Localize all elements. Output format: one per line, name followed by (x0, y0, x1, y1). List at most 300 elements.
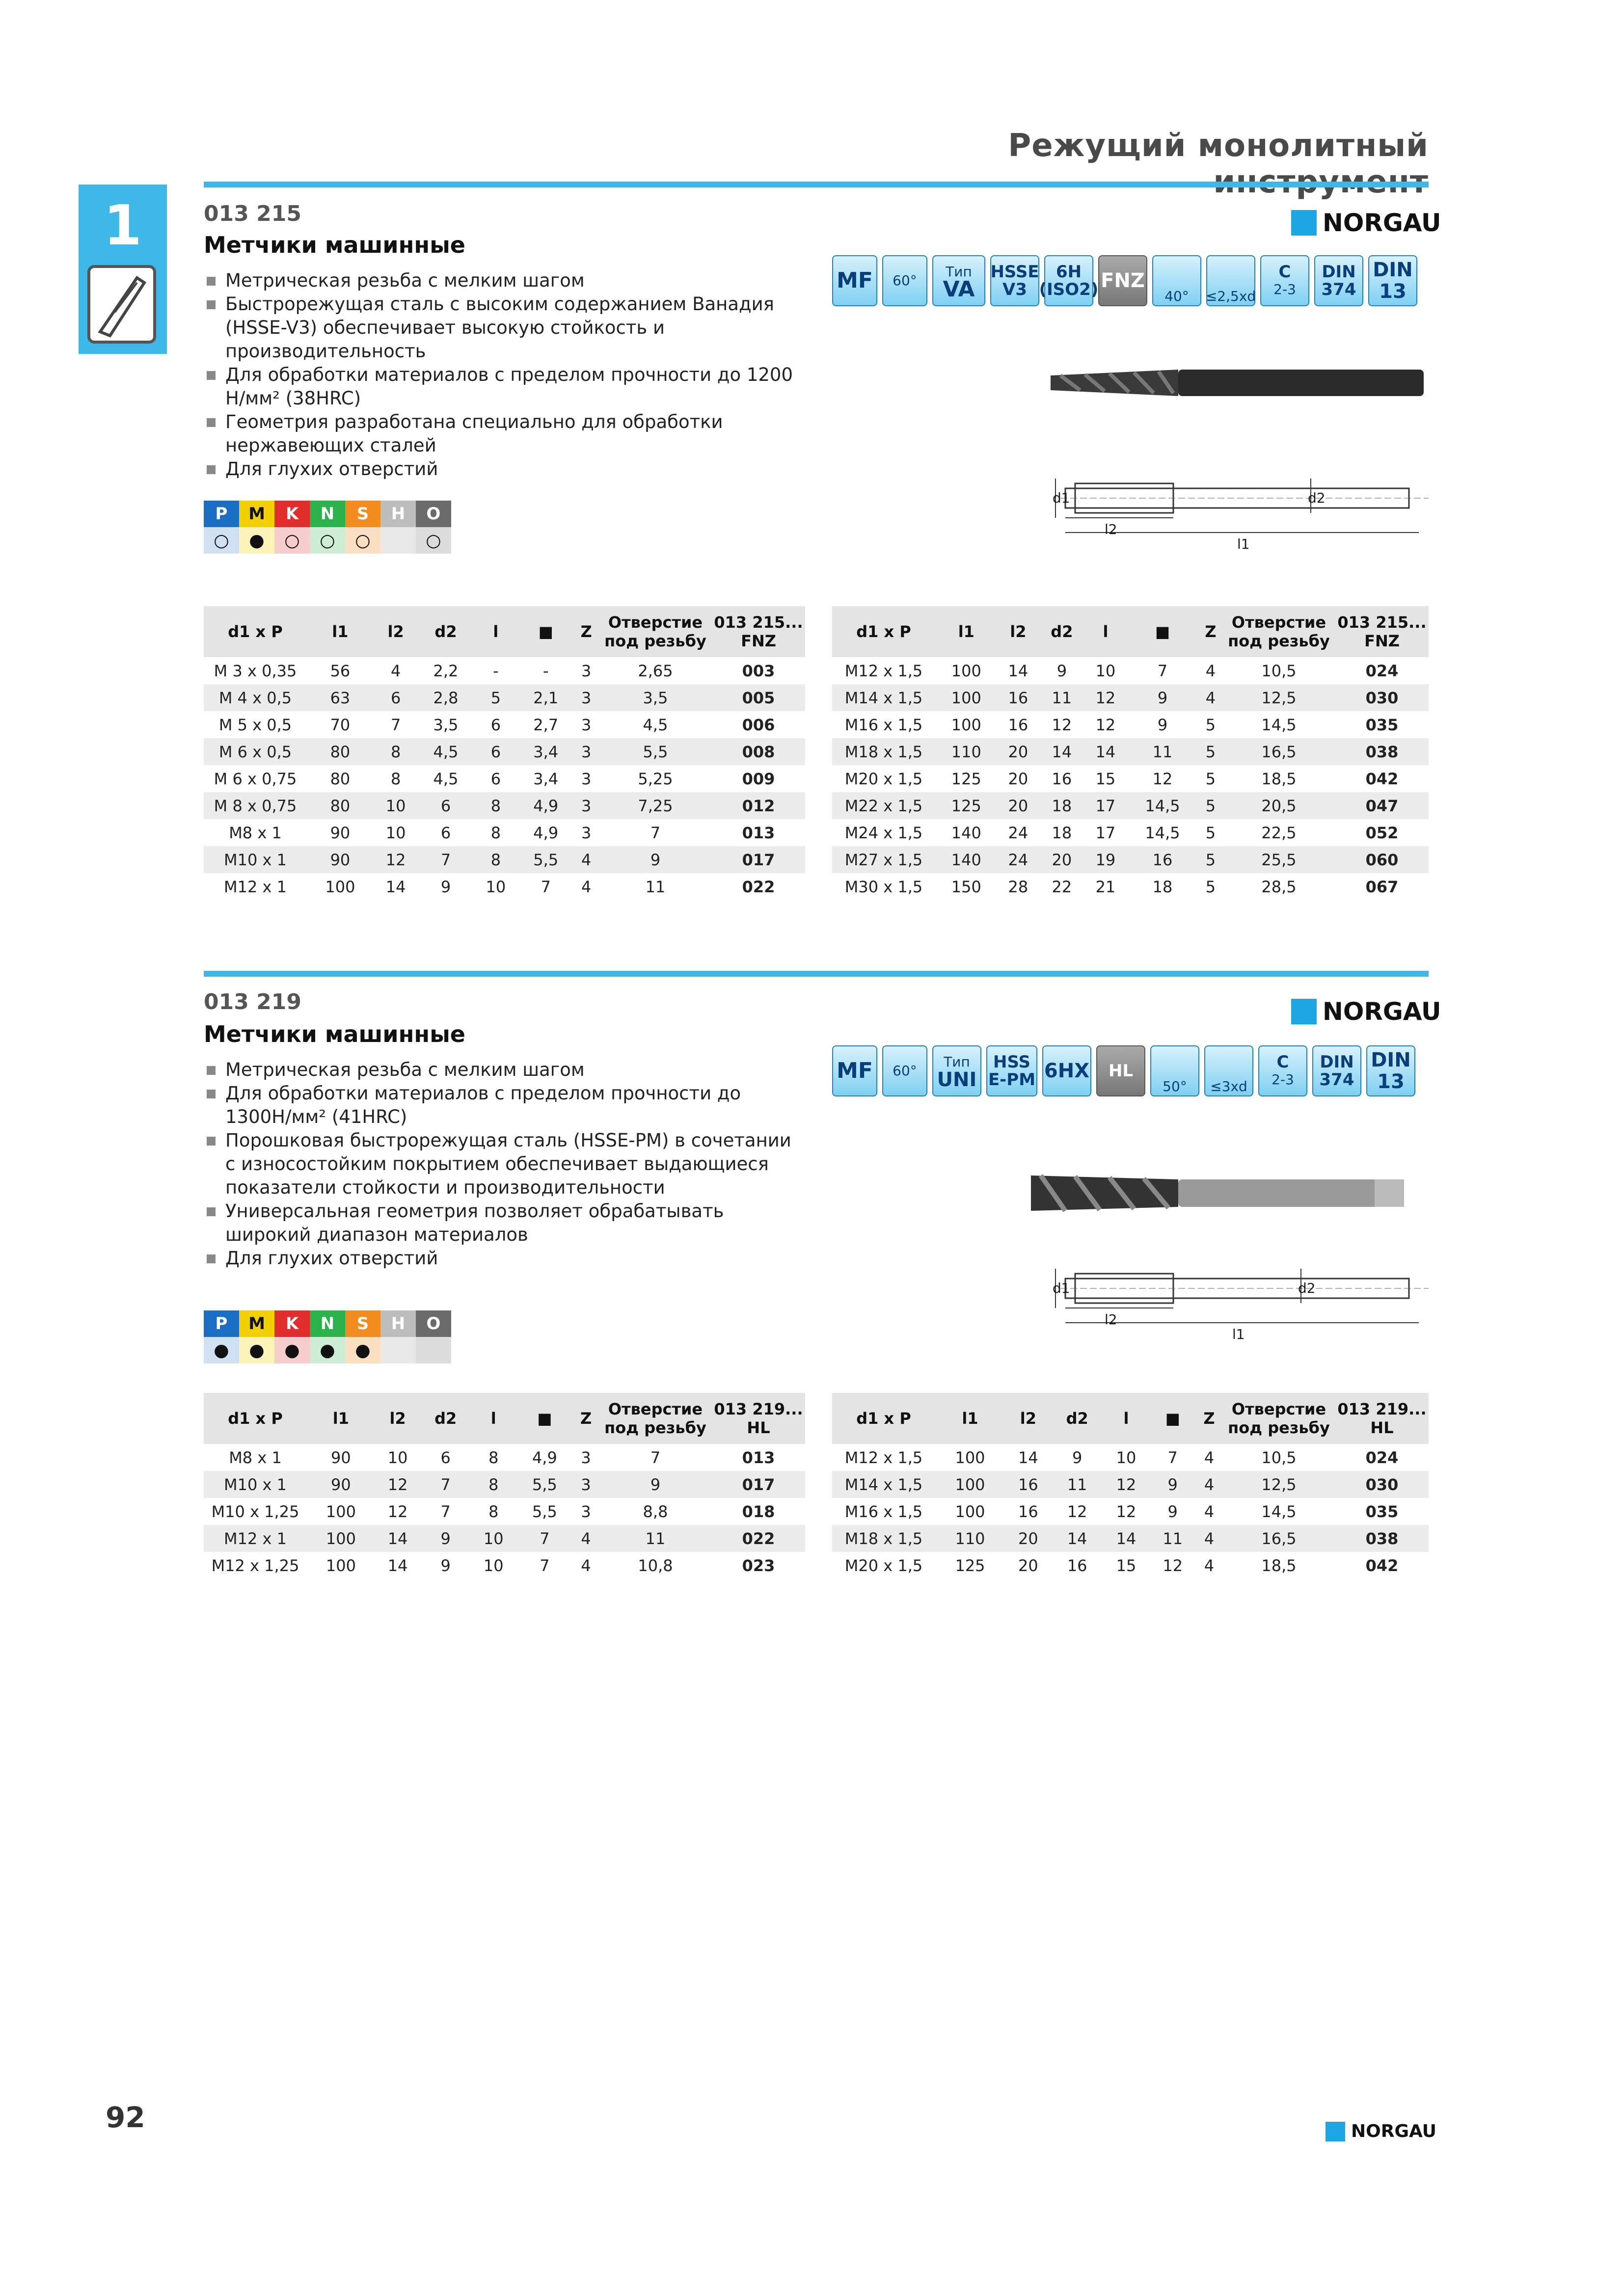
sizes-table-left (204, 1393, 805, 1579)
product-title: Метчики машинные (204, 1021, 465, 1047)
table-row (204, 792, 805, 819)
table-cell: M30 x 1,5 (844, 877, 923, 896)
dim-d2-label: d2 (1298, 1280, 1316, 1296)
table-cell: 3,4 (533, 769, 559, 788)
table-cell: 5 (1205, 715, 1216, 734)
table-cell: 22 (1052, 877, 1072, 896)
product-code: 013 215 (204, 201, 302, 226)
table-row (832, 765, 1429, 792)
table-cell: 7 (540, 1556, 550, 1575)
table-cell: 013 (742, 823, 775, 842)
table-cell: 100 (325, 1556, 356, 1575)
column-header: Z (1199, 606, 1222, 657)
table-cell: 017 (712, 1471, 805, 1498)
column-header: l1 (307, 606, 374, 657)
feature-item: Геометрия разработана специально для обработки нержавеющих сталей (204, 410, 812, 457)
table-cell: 18,5 (1261, 1556, 1297, 1575)
table-cell: 20 (998, 738, 1039, 765)
mark-h (380, 1337, 416, 1363)
table-cell: 022 (742, 877, 775, 896)
table-cell: 4,9 (532, 1448, 557, 1467)
table-cell: 3 (573, 792, 599, 819)
coating-icon: FNZ (1098, 255, 1147, 306)
table-cell: 140 (951, 823, 981, 842)
material-icon: HSSE V3 (990, 255, 1039, 306)
column-header: d2 (418, 606, 473, 657)
material-matrix (204, 1310, 451, 1363)
table-cell: 7 (650, 823, 661, 842)
table-cell: 110 (935, 738, 998, 765)
column-header: d2 (1039, 606, 1085, 657)
material-k: K (274, 1310, 310, 1337)
helix-angle-icon: 50° (1150, 1045, 1199, 1096)
feature-item: Универсальная геометрия позволяет обрабатывать широкий диапазон материалов (204, 1200, 793, 1247)
feature-list (204, 269, 812, 481)
table-cell: 10 (385, 823, 406, 842)
table-cell: M14 x 1,5 (832, 684, 935, 711)
column-header: l1 (307, 1393, 375, 1444)
table-cell: 20,5 (1222, 792, 1335, 819)
column-header: l (471, 1393, 516, 1444)
brand-logo: NORGAU (1291, 997, 1441, 1026)
table-cell: 9 (1072, 1448, 1082, 1467)
table-cell: 12 (1152, 769, 1173, 788)
coating-icon: HL (1096, 1045, 1145, 1096)
table-cell: 125 (935, 792, 998, 819)
table-cell: 2,8 (418, 684, 473, 711)
table-cell: 060 (1335, 846, 1429, 873)
feature-item: Для обработки материалов с пределом прочности до 1300Н/мм² (41HRC) (204, 1082, 793, 1129)
page-number: 92 (106, 2101, 145, 2134)
table-row (832, 738, 1429, 765)
table-header-row (832, 1393, 1429, 1444)
table-cell: 8 (474, 846, 518, 873)
table-cell: 4,5 (643, 715, 668, 734)
table-cell: 14 (1018, 1448, 1038, 1467)
table-cell: 12 (375, 1471, 421, 1498)
table-cell: M 4 x 0,5 (204, 684, 307, 711)
table-cell: 20 (1008, 769, 1028, 788)
table-cell: 3 (581, 715, 592, 734)
table-cell: 3 (581, 769, 592, 788)
column-header: 013 215... FNZ (712, 606, 805, 657)
table-cell: 11 (645, 877, 666, 896)
table-cell: 047 (1335, 792, 1429, 819)
table-cell: 5,5 (599, 738, 712, 765)
table-cell: 6 (490, 769, 501, 788)
feature-item: Для глухих отверстий (204, 1247, 793, 1270)
table-cell: 14 (1052, 1525, 1103, 1552)
table-cell: 11 (599, 1525, 712, 1552)
table-cell: 125 (951, 769, 981, 788)
table-cell: M16 x 1,5 (844, 1502, 923, 1521)
table-cell: 80 (330, 769, 351, 788)
table-cell: M 5 x 0,5 (218, 715, 292, 734)
table-cell: 16,5 (1222, 738, 1335, 765)
table-cell: 3 (581, 661, 592, 680)
column-header: l1 (935, 606, 998, 657)
column-header: 013 219... HL (1335, 1393, 1429, 1444)
tap-photo (1031, 1166, 1414, 1222)
table-cell: 5 (1205, 877, 1216, 896)
table-cell: 4 (573, 1525, 599, 1552)
table-cell: 22,5 (1261, 823, 1297, 842)
table-cell: M 3 x 0,35 (214, 661, 297, 680)
din-374-icon: DIN 374 (1312, 1045, 1361, 1096)
table-row (832, 873, 1429, 900)
table-cell: 4,5 (418, 738, 473, 765)
depth-icon: ≤2,5xd (1206, 255, 1255, 306)
table-cell: 6 (440, 823, 451, 842)
table-row (832, 1525, 1429, 1552)
table-cell: 2,1 (518, 684, 573, 711)
table-cell: 11 (1039, 684, 1085, 711)
depth-icon: ≤3xd (1204, 1045, 1253, 1096)
table-row (832, 846, 1429, 873)
table-cell: 3 (573, 1471, 599, 1498)
material-s: S (345, 501, 380, 527)
table-cell: M12 x 1,5 (844, 661, 923, 680)
column-header: l (474, 606, 518, 657)
column-header: l2 (998, 606, 1039, 657)
table-cell: 4 (573, 846, 599, 873)
table-cell: 8 (488, 1448, 499, 1467)
table-cell: 030 (1335, 684, 1429, 711)
table-cell: M20 x 1,5 (844, 769, 923, 788)
table-cell: 9 (1126, 684, 1199, 711)
material-marks (204, 527, 451, 554)
table-cell: 16 (1052, 769, 1072, 788)
tap-type-icon: Тип VA (932, 255, 985, 306)
table-cell: M10 x 1,25 (211, 1502, 299, 1521)
footer-brand-logo: NORGAU (1325, 2121, 1436, 2141)
table-cell: 8 (488, 1502, 499, 1521)
table-cell: 7 (1157, 661, 1168, 680)
table-cell: M 8 x 0,75 (204, 792, 307, 819)
table-cell: 20 (1005, 1525, 1052, 1552)
table-cell: 12,5 (1222, 1471, 1335, 1498)
table-row (204, 846, 805, 873)
table-cell: 5,5 (516, 1471, 573, 1498)
table-cell: 16 (1005, 1471, 1052, 1498)
table-cell: 110 (935, 1525, 1005, 1552)
table-cell: M24 x 1,5 (844, 823, 923, 842)
table-cell: 100 (325, 1502, 356, 1521)
table-cell: 14 (1008, 661, 1028, 680)
table-cell: 14 (1085, 738, 1126, 765)
table-cell: 5 (1205, 823, 1216, 842)
table-row (204, 711, 805, 738)
table-cell: 8 (471, 1471, 516, 1498)
table-cell: M12 x 1,25 (211, 1556, 299, 1575)
table-cell: 7,25 (599, 792, 712, 819)
table-cell: 14 (387, 1556, 408, 1575)
column-header: d1 x P (204, 606, 307, 657)
tolerance-icon: 6H (ISO2) (1044, 255, 1093, 306)
feature-item: Порошковая быстрорежущая сталь (HSSE-PM) в сочетании с износостойким покрытием обеспечивает выдающиеся показатели стойкости и производительности (204, 1129, 793, 1200)
thread-angle-icon: 60° (882, 255, 927, 306)
dim-l2-label: l2 (1105, 521, 1117, 537)
brand-square-icon (1325, 2122, 1345, 2141)
dim-d1-label: d1 (1053, 490, 1070, 506)
table-cell: 28 (1008, 877, 1028, 896)
table-cell: 9 (440, 877, 451, 896)
table-cell: 10 (1095, 661, 1116, 680)
material-letters (204, 1310, 451, 1337)
table-cell: 3,5 (433, 715, 459, 734)
mark-k: ● (274, 1337, 310, 1363)
din-13-icon: DIN 13 (1366, 1045, 1415, 1096)
table-cell: 009 (742, 769, 775, 788)
column-header: d1 x P (832, 606, 935, 657)
table-row (832, 1498, 1429, 1525)
column-header: ■ (518, 606, 573, 657)
table-cell: 16 (998, 684, 1039, 711)
table-cell: 100 (955, 1448, 985, 1467)
table-cell: 8 (390, 769, 401, 788)
feature-item: Для обработки материалов с пределом прочности до 1200 Н/мм² (38HRC) (204, 363, 812, 410)
table-cell: 21 (1095, 877, 1116, 896)
table-cell: M12 x 1 (224, 877, 287, 896)
table-cell: M 6 x 0,75 (214, 769, 297, 788)
table-cell: 18,5 (1261, 769, 1297, 788)
table-cell: 14,5 (1261, 1502, 1297, 1521)
header-rule (204, 182, 1429, 187)
table-row (204, 657, 805, 684)
column-header: Отверстие под резьбу (1222, 1393, 1335, 1444)
column-header: l2 (374, 606, 418, 657)
table-cell: 008 (712, 738, 805, 765)
table-cell: 90 (331, 1448, 351, 1467)
table-cell: M12 x 1 (204, 1525, 307, 1552)
helix-angle-icon: 40° (1152, 255, 1201, 306)
column-header: Z (573, 1393, 599, 1444)
table-cell: 12 (1095, 715, 1116, 734)
table-row (204, 765, 805, 792)
table-cell: 005 (712, 684, 805, 711)
mark-o (416, 1337, 451, 1363)
table-cell: 012 (712, 792, 805, 819)
table-cell: 56 (330, 661, 351, 680)
table-cell: 8 (490, 823, 501, 842)
table-cell: 6 (418, 792, 473, 819)
table-cell: 042 (1365, 1556, 1399, 1575)
feature-item: Метрическая резьба с мелким шагом (204, 269, 812, 293)
table-cell: M8 x 1 (229, 823, 282, 842)
material-h: H (380, 1310, 416, 1337)
table-cell: 10 (374, 792, 418, 819)
table-header-row (204, 1393, 805, 1444)
table-cell: 8 (474, 792, 518, 819)
thread-angle-icon: 60° (882, 1045, 927, 1096)
table-cell: 17 (1085, 792, 1126, 819)
dim-d2-label: d2 (1308, 490, 1325, 506)
column-header: Z (573, 606, 599, 657)
column-header: Отверстие под резьбу (599, 1393, 712, 1444)
material-h: H (380, 501, 416, 527)
table-cell: 14 (1039, 738, 1085, 765)
table-cell: 9 (599, 1471, 712, 1498)
material-marks (204, 1337, 451, 1363)
table-cell: 20 (1039, 846, 1085, 873)
material-o: O (416, 1310, 451, 1337)
column-header: ■ (1149, 1393, 1196, 1444)
product-title: Метчики машинные (204, 232, 465, 258)
table-cell: M18 x 1,5 (832, 1525, 935, 1552)
table-cell: 4 (581, 1556, 591, 1575)
product-code: 013 219 (204, 989, 302, 1015)
material-letters (204, 501, 451, 527)
column-header: l1 (935, 1393, 1005, 1444)
table-cell: 63 (307, 684, 374, 711)
table-cell: 013 (742, 1448, 775, 1467)
table-cell: 022 (712, 1525, 805, 1552)
table-cell: 7 (541, 877, 551, 896)
table-cell: 3,5 (599, 684, 712, 711)
column-header: 013 219... HL (712, 1393, 805, 1444)
column-header: Z (1196, 1393, 1222, 1444)
column-header: d1 x P (204, 1393, 307, 1444)
table-cell: 10,5 (1261, 1448, 1297, 1467)
table-row (204, 1552, 805, 1579)
table-cell: 100 (951, 715, 981, 734)
table-cell: 9 (1056, 661, 1067, 680)
table-cell: 003 (742, 661, 775, 680)
table-row (832, 657, 1429, 684)
column-header: ■ (1126, 606, 1199, 657)
table-cell: M8 x 1 (229, 1448, 282, 1467)
table-cell: 100 (951, 661, 981, 680)
table-cell: 10,8 (638, 1556, 673, 1575)
table-cell: - (493, 661, 499, 680)
table-cell: 5 (474, 684, 518, 711)
table-cell: 3 (573, 684, 599, 711)
table-cell: 18 (1152, 877, 1173, 896)
material-m: M (239, 1310, 274, 1337)
column-header: 013 215... FNZ (1335, 606, 1429, 657)
table-cell: 19 (1085, 846, 1126, 873)
dim-l1-label: l1 (1232, 1326, 1245, 1342)
table-cell: 5,25 (638, 769, 673, 788)
table-cell: 2,2 (433, 661, 459, 680)
table-cell: 3,4 (518, 738, 573, 765)
table-cell: 24 (998, 846, 1039, 873)
table-cell: 6 (440, 1448, 451, 1467)
table-cell: 6 (474, 738, 518, 765)
table-cell: 7 (418, 846, 473, 873)
table-cell: 80 (307, 738, 374, 765)
mark-h (380, 527, 416, 554)
brand-square-icon (1291, 210, 1317, 236)
table-cell: 035 (1365, 715, 1399, 734)
feature-item: Быстрорежущая сталь с высоким содержанием Ванадия (HSSE-V3) обеспечивает высокую стойкость и производительность (204, 293, 812, 363)
table-cell: 12 (1085, 684, 1126, 711)
table-cell: 024 (1365, 661, 1399, 680)
table-cell: 7 (516, 1525, 573, 1552)
table-cell: 7 (390, 715, 401, 734)
feature-item: Метрическая резьба с мелким шагом (204, 1058, 793, 1082)
table-cell: M14 x 1,5 (832, 1471, 935, 1498)
table-cell: 125 (955, 1556, 985, 1575)
table-cell: 4 (390, 661, 401, 680)
table-row (832, 1444, 1429, 1471)
column-header: d2 (420, 1393, 471, 1444)
table-row (204, 684, 805, 711)
table-cell: M22 x 1,5 (832, 792, 935, 819)
mark-m: ● (239, 527, 274, 554)
table-cell: 140 (935, 846, 998, 873)
table-row (204, 873, 805, 900)
table-cell: 28,5 (1261, 877, 1297, 896)
mark-s: ● (345, 1337, 380, 1363)
dim-d1-label: d1 (1053, 1280, 1070, 1296)
table-cell: 038 (1335, 1525, 1429, 1552)
table-cell: 15 (1095, 769, 1116, 788)
mark-k: ○ (274, 527, 310, 554)
table-cell: 4 (1196, 1471, 1222, 1498)
table-cell: 10 (387, 1448, 408, 1467)
table-cell: - (542, 661, 549, 680)
table-cell: 12 (1052, 715, 1072, 734)
table-cell: 4,5 (433, 769, 459, 788)
table-cell: 10 (483, 1556, 504, 1575)
table-cell: 042 (1365, 769, 1399, 788)
mark-m: ● (239, 1337, 274, 1363)
column-header: Отверстие под резьбу (1222, 606, 1335, 657)
table-cell: 12 (1067, 1502, 1087, 1521)
table-cell: 10 (471, 1525, 516, 1552)
table-cell: 16,5 (1222, 1525, 1335, 1552)
feature-item: Для глухих отверстий (204, 457, 812, 481)
table-cell: M16 x 1,5 (844, 715, 923, 734)
table-cell: 20 (1018, 1556, 1038, 1575)
chamfer-icon: C 2-3 (1258, 1045, 1307, 1096)
table-cell: 7 (1167, 1448, 1178, 1467)
table-row (204, 819, 805, 846)
brand-square-icon (1291, 999, 1317, 1024)
table-cell: 006 (742, 715, 775, 734)
mark-o: ○ (416, 527, 451, 554)
table-cell: M20 x 1,5 (844, 1556, 923, 1575)
table-cell: 14 (385, 877, 406, 896)
table-cell: 7 (440, 1502, 451, 1521)
mark-n: ● (310, 1337, 345, 1363)
table-cell: 6 (490, 715, 501, 734)
table-cell: 16 (1126, 846, 1199, 873)
table-cell: 5,5 (532, 1502, 557, 1521)
material-icon: HSS E-PM (986, 1045, 1037, 1096)
table-row (832, 1552, 1429, 1579)
table-cell: 14,5 (1126, 792, 1199, 819)
table-cell: 018 (742, 1502, 775, 1521)
table-cell: 90 (330, 823, 351, 842)
material-matrix (204, 501, 451, 554)
table-cell: 8,8 (643, 1502, 668, 1521)
column-header: l (1085, 606, 1126, 657)
table-cell: 4,9 (518, 792, 573, 819)
table-cell: M 6 x 0,5 (204, 738, 307, 765)
table-cell: 16 (1067, 1556, 1087, 1575)
table-cell: 5 (1199, 738, 1222, 765)
table-cell: M12 x 1,5 (844, 1448, 923, 1467)
table-cell: 11 (1149, 1525, 1196, 1552)
table-cell: 12 (1103, 1471, 1150, 1498)
table-cell: 150 (951, 877, 981, 896)
material-p: P (204, 501, 239, 527)
table-cell: M27 x 1,5 (832, 846, 935, 873)
table-cell: 70 (330, 715, 351, 734)
table-cell: 12 (1116, 1502, 1136, 1521)
